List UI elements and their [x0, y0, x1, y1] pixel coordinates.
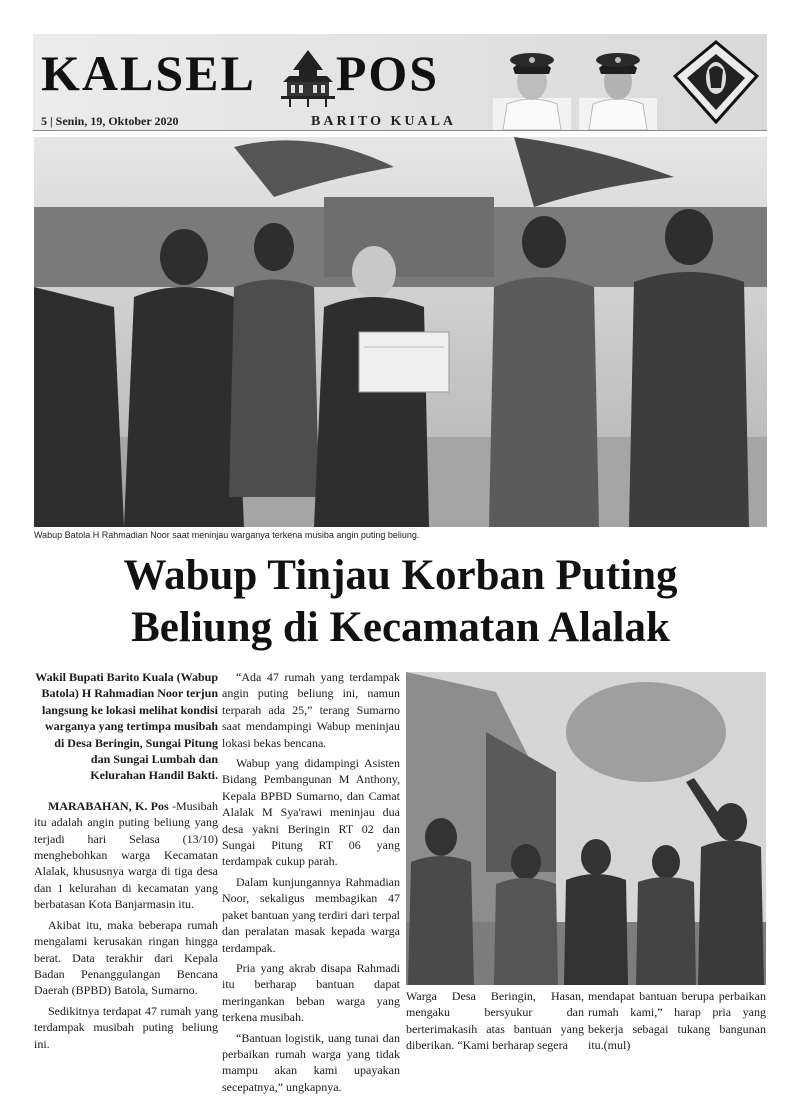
- main-photo-image: [34, 137, 767, 527]
- article-paragraph-4: “Ada 47 rumah yang terdampak angin puting beliung ini, namun terparah ada 25,” terang Sumarno saat mendampingi Wabup meninjau lokasi bekas bencana.: [222, 670, 400, 750]
- article-paragraph-3: Sedikitnya terdapat 47 rumah yang terdampak musibah puting beliung ini.: [34, 1003, 218, 1051]
- article-dateline: MARABAHAN, K. Pos: [48, 798, 169, 813]
- page-number: 5: [41, 114, 47, 128]
- article-paragraph-7: Pria yang akrab disapa Rahmadi itu berharap bantuan dapat meringankan beban warga yang terkena musibah.: [222, 960, 400, 1025]
- title-word-kalsel: KALSEL: [41, 45, 256, 101]
- official-portrait-1: [493, 38, 571, 130]
- article-column-4: [588, 988, 766, 1058]
- article-headline: [34, 550, 767, 654]
- newspaper-title: [41, 44, 439, 102]
- regency-crest-icon: [673, 40, 759, 124]
- article-column-3: [406, 988, 584, 1058]
- main-photo-caption: Wabup Batola H Rahmadian Noor saat meninjau warganya terkena musiba angin puting beliung.: [34, 530, 420, 540]
- page-dateline: [41, 114, 178, 129]
- secondary-photo-image: [406, 672, 766, 985]
- article-paragraph-2: Akibat itu, maka beberapa rumah mengalami kerusakan ringan hingga berat. Data terakhir dari Kepala Badan Penanggulangan Bencana Daerah (BPBD) Batola, Sumarno.: [34, 917, 218, 998]
- secondary-photo: [406, 672, 766, 985]
- publication-date: Senin, 19, Oktober 2020: [55, 114, 179, 128]
- masthead-rule: [33, 130, 767, 131]
- masthead-brand: [41, 42, 481, 129]
- article-paragraph: [34, 798, 218, 913]
- article-paragraph-6: Dalam kunjungannya Rahmadian Noor, sekaligus membagikan 47 paket bantuan yang terdiri dari terpal dan peralatan masak kepada warga terdampak.: [222, 874, 400, 955]
- traditional-house-icon: [277, 48, 339, 108]
- main-photo: [34, 137, 767, 527]
- article-paragraph-5: Wabup yang didampingi Asisten Bidang Pembangunan M Anthony, Kepala BPBD Sumarno, dan Camat Alalak M Sya'rawi meninjau dua desa yakni Beringin RT 02 dan Sungai Pitung RT 06 yang terdampak cukup parah.: [222, 756, 400, 869]
- article-column-2: [222, 669, 400, 1099]
- article-paragraph-8: “Bantuan logistik, uang tunai dan perbaikan rumah warga yang tidak mampu akan kami upayakan secepatnya,” ungkapnya.: [222, 1030, 400, 1094]
- title-word-pos: POS: [335, 45, 440, 101]
- article-lead: Wakil Bupati Barito Kuala (Wabup Batola) H Rahmadian Noor terjun langsung ke lokasi melihat kondisi warganya yang tertimpa musibah di Desa Beringin, Sungai Pitung dan Sungai Lumbah dan Kelurahan Handil Bakti.: [35, 670, 218, 783]
- headline-line-2: Beliung di Kecamatan Alalak: [131, 604, 670, 651]
- article-column-1: [34, 669, 218, 1056]
- article-paragraph-9: Warga Desa Beringin, Hasan, mengaku bersyukur dan berterimakasih atas bantuan yang diberikan. “Kami berharap segera: [406, 989, 584, 1053]
- headline-line-1: Wabup Tinjau Korban Puting: [123, 552, 678, 599]
- article-paragraph-10: mendapat bantuan berupa perbaikan rumah kami,” harap pria yang bekerja sebagai tukang bangunan itu.(mul): [588, 989, 766, 1053]
- article-paragraph-1: -Musibah itu adalah angin puting beliung yang terjadi hari Selasa (13/10) menghebohkan warga Kecamatan Alalak, khususnya warga di tiga desa dan 1 kelurahan di kecamatan yang berbatasan Kota Banjarmasin itu.: [34, 798, 219, 912]
- dateline-separator: |: [50, 114, 53, 128]
- region-name: BARITO KUALA: [311, 114, 457, 129]
- masthead: [33, 34, 767, 130]
- official-portrait-2: [579, 38, 657, 130]
